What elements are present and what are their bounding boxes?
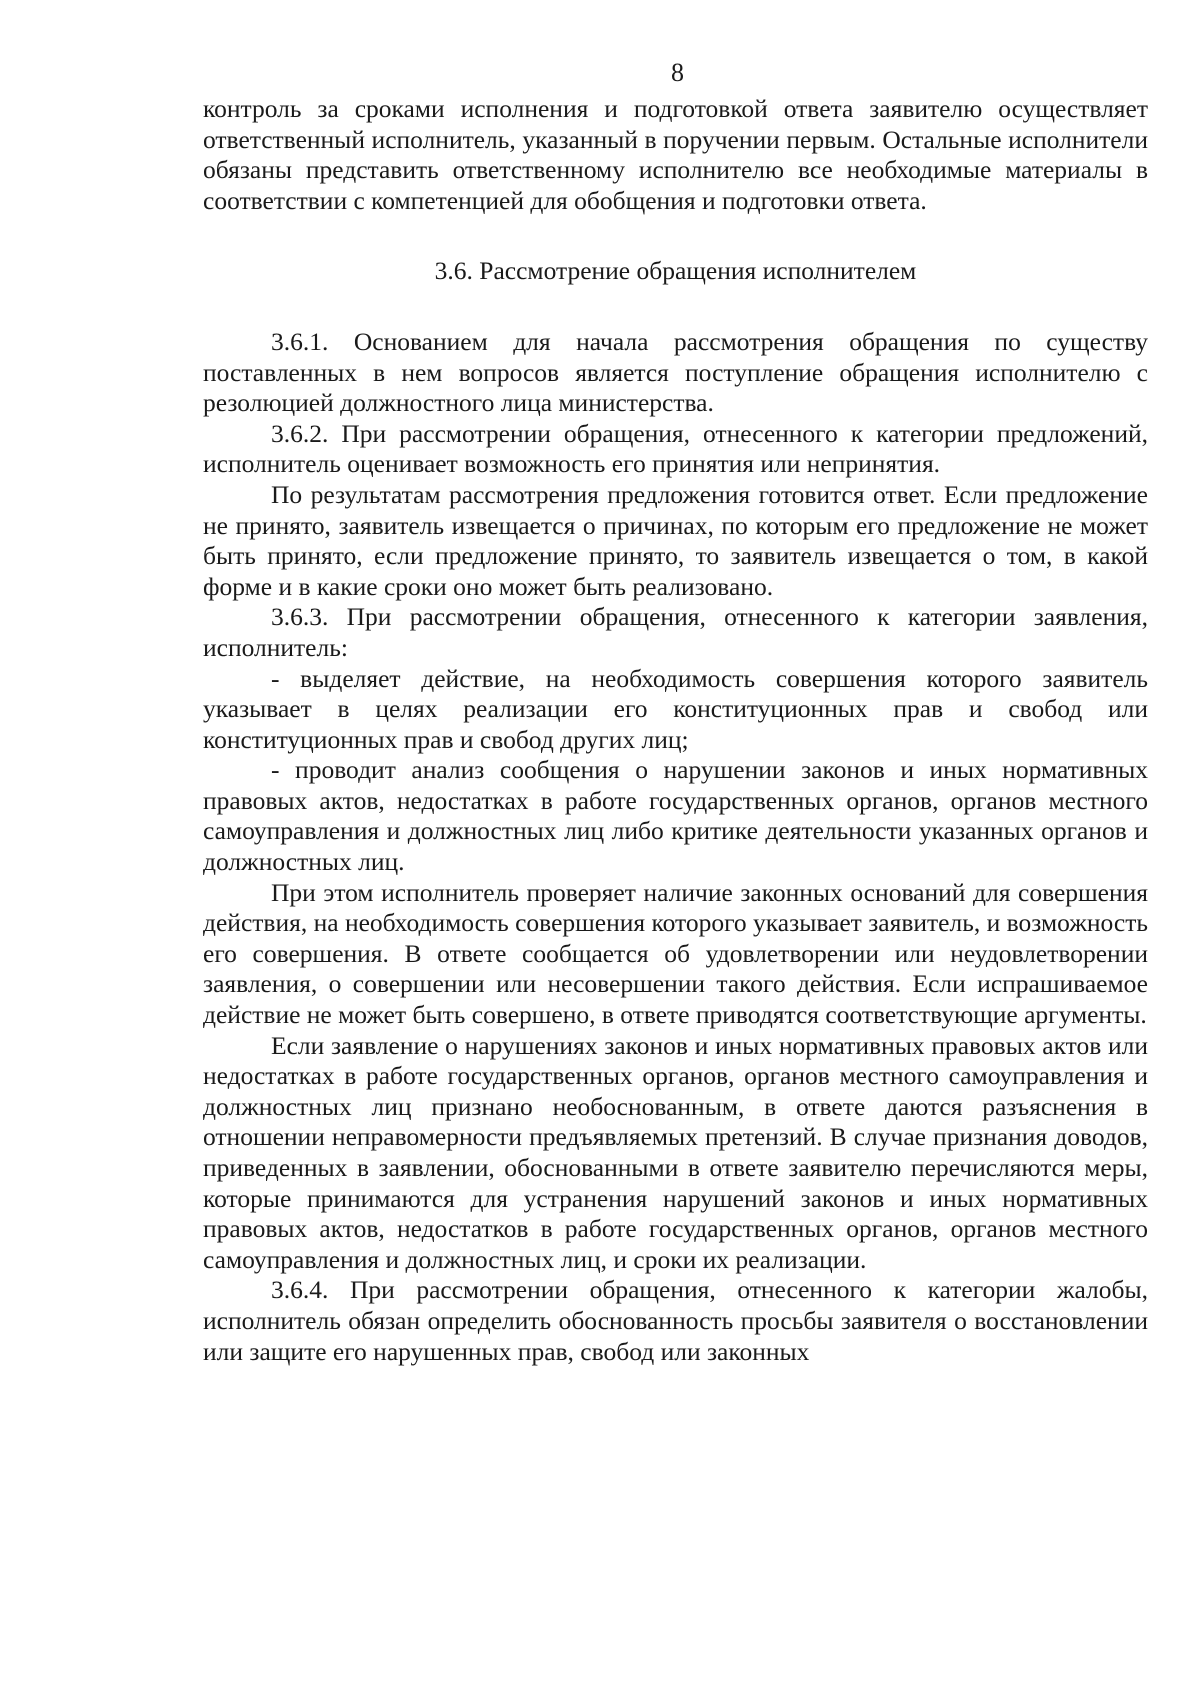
- paragraph: При этом исполнитель проверяет наличие законных оснований для совершения действия, на необходимость совершения которого указывает заявитель, и возможность его совершения. В ответе сообщается об удовлетворении или неудовлетворении заявления, о совершении или несовершении такого действия. Если испрашиваемое действие не может быть совершено, в ответе приводятся соответствующие аргументы.: [203, 877, 1148, 1030]
- list-item: - выделяет действие, на необходимость совершения которого заявитель указывает в целях реализации его конституционных прав и свобод или конституционных прав и свобод других лиц;: [203, 663, 1148, 754]
- paragraph: Если заявление о нарушениях законов и иных нормативных правовых актов или недостатках в работе государственных органов, органов местного самоуправления и должностных лиц признано необоснованным, в ответе даются разъяснения в отношении неправомерности предъявляемых претензий. В случае признания доводов, приведенных в заявлении, обоснованными в ответе заявителю перечисляются меры, которые принимаются для устранения нарушений законов и иных нормативных правовых актов, недостатков в работе государственных органов, органов местного самоуправления и должностных лиц, и сроки их реализации.: [203, 1030, 1148, 1274]
- page-number: 8: [671, 58, 684, 87]
- paragraph: 3.6.1. Основанием для начала рассмотрения обращения по существу поставленных в нем вопросов является поступление обращения исполнителю с резолюцией должностного лица министерства.: [203, 326, 1148, 418]
- paragraph: По результатам рассмотрения предложения готовится ответ. Если предложение не принято, заявитель извещается о причинах, по которым его предложение не может быть принято, если предложение принято, то заявитель извещается о том, в какой форме и в какие сроки оно может быть реализовано.: [203, 479, 1148, 601]
- paragraph: 3.6.4. При рассмотрении обращения, отнесенного к категории жалобы, исполнитель обязан определить обоснованность просьбы заявителя о восстановлении или защите его нарушенных прав, свобод или законных: [203, 1275, 1148, 1366]
- section-heading: 3.6. Рассмотрение обращения исполнителем: [434, 256, 917, 286]
- paragraph: 3.6.2. При рассмотрении обращения, отнесенного к категории предложений, исполнитель оценивает возможность его принятия или непринятия.: [203, 418, 1148, 479]
- paragraph: 3.6.3. При рассмотрении обращения, отнесенного к категории заявления, исполнитель:: [203, 602, 1148, 662]
- paragraph: контроль за сроками исполнения и подготовкой ответа заявителю осуществляет ответственный исполнитель, указанный в поручении первым. Остальные исполнители обязаны представить ответственному исполнителю все необходимые материалы в соответствии с компетенцией для обобщения и подготовки ответа.: [203, 94, 1148, 215]
- document-body: [203, 94, 1148, 1367]
- list-item: - проводит анализ сообщения о нарушении законов и иных нормативных правовых актов, недостатках в работе государственных органов, органов местного самоуправления и должностных лиц либо критике деятельности указанных органов и должностных лиц.: [203, 755, 1148, 877]
